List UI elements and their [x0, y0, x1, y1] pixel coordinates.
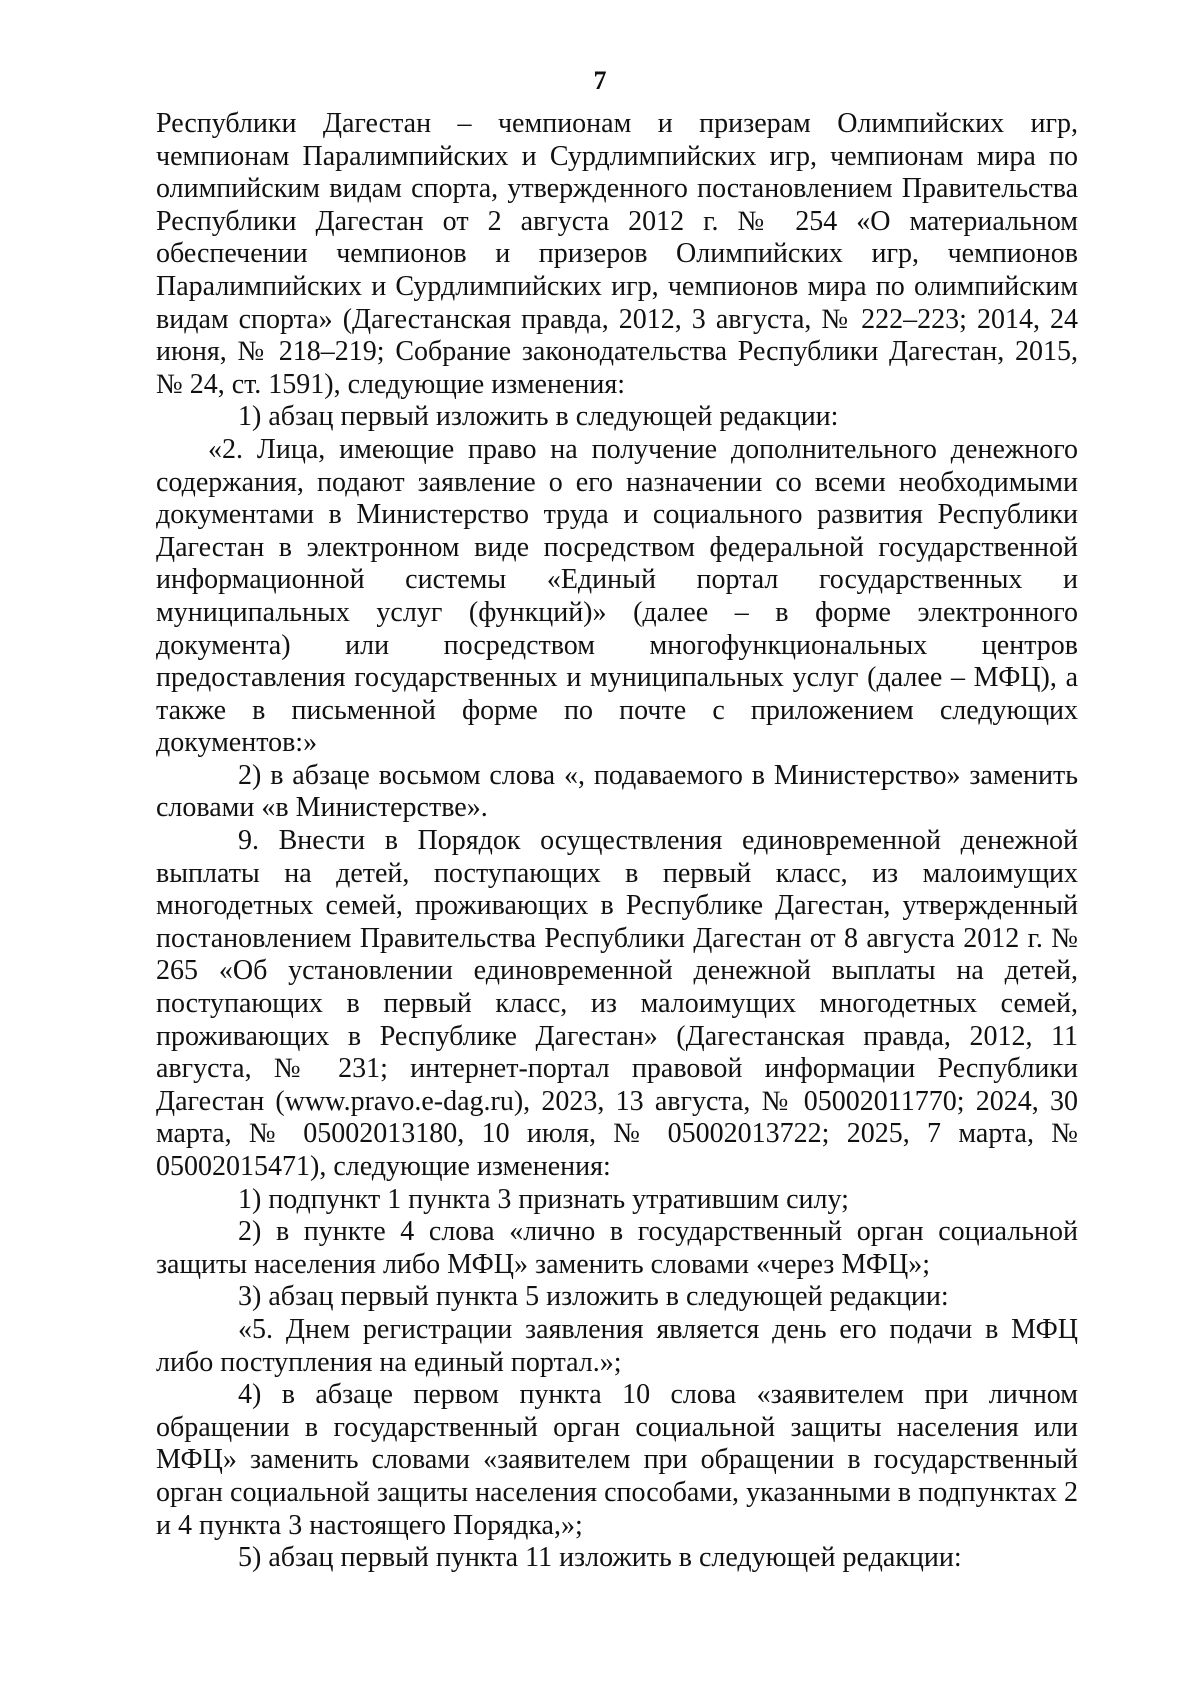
paragraph-subitem-2: 2) в абзаце восьмом слова «, подаваемого в Министерство» заменить словами «в Министерстве».	[156, 759, 1078, 824]
paragraph-item-9-sub-1: 1) подпункт 1 пункта 3 признать утратившим силу;	[238, 1183, 849, 1215]
paragraph-item-9-sub-3: 3) абзац первый пункта 5 изложить в следующей редакции:	[238, 1281, 949, 1313]
paragraph-quoted-item-2: «2. Лица, имеющие право на получение дополнительного денежного содержания, подают заявление о его назначении со всеми необходимыми документами в Министерство труда и социального развития Республики Дагестан в электронном виде посредством федеральной государственной информационной системы «Единый портал государственных и муниципальных услуг (функций)» (далее – в форме электронного документа) или посредством многофункциональных центров предоставления государственных и муниципальных услуг (далее – МФЦ), а также в письменной форме по почте с приложением следующих документов:»	[156, 433, 1078, 759]
paragraph-item-9-sub-5: 5) абзац первый пункта 11 изложить в следующей редакции:	[238, 1542, 962, 1574]
paragraph-subitem-1: 1) абзац первый изложить в следующей редакции:	[238, 401, 839, 433]
paragraph-item-9: 9. Внести в Порядок осуществления единовременной денежной выплаты на детей, поступающих в первый класс, из малоимущих многодетных семей, проживающих в Республике Дагестан, утвержденный постановлением Правительства Республики Дагестан от 8 августа 2012 г. № 265 «Об установлении единовременной денежной выплаты на детей, поступающих в первый класс, из малоимущих многодетных семей, проживающих в Республике Дагестан» (Дагестанская правда, 2012, 11 августа, № 231; интернет-портал правовой информации Республики Дагестан (www.pravo.e-dag.ru), 2023, 13 августа, № 05002011770; 2024, 30 марта, № 05002013180, 10 июля, № 05002013722; 2025, 7 марта, № 05002015471), следующие изменения:	[156, 825, 1078, 1182]
paragraph-quoted-item-5: «5. Днем регистрации заявления является день его подачи в МФЦ либо поступления на единый портал.»;	[156, 1313, 1078, 1378]
paragraph-item-9-sub-2: 2) в пункте 4 слова «лично в государственный орган социальной защиты населения либо МФЦ» заменить словами «через МФЦ»;	[156, 1216, 1078, 1280]
paragraph-item-9-sub-4: 4) в абзаце первом пункта 10 слова «заявителем при личном обращении в государственный орган социальной защиты населения или МФЦ» заменить словами «заявителем при обращении в государственный орган социальной защиты населения способами, указанными в подпунктах 2 и 4 пункта 3 настоящего Порядка,»;	[156, 1379, 1078, 1541]
document-body	[156, 108, 1078, 1575]
page-number: 7	[593, 66, 607, 95]
paragraph-continuation: Республики Дагестан – чемпионам и призерам Олимпийских игр, чемпионам Паралимпийских и Сурдлимпийских игр, чемпионам мира по олимпийским видам спорта, утвержденного постановлением Правительства Республики Дагестан от 2 августа 2012 г. № 254 «О материальном обеспечении чемпионов и призеров Олимпийских игр, чемпионов Паралимпийских и Сурдлимпийских игр, чемпионов мира по олимпийским видам спорта» (Дагестанская правда, 2012, 3 августа, № 222–223; 2014, 24 июня, № 218–219; Собрание законодательства Республики Дагестан, 2015, № 24, ст. 1591), следующие изменения:	[156, 108, 1078, 400]
